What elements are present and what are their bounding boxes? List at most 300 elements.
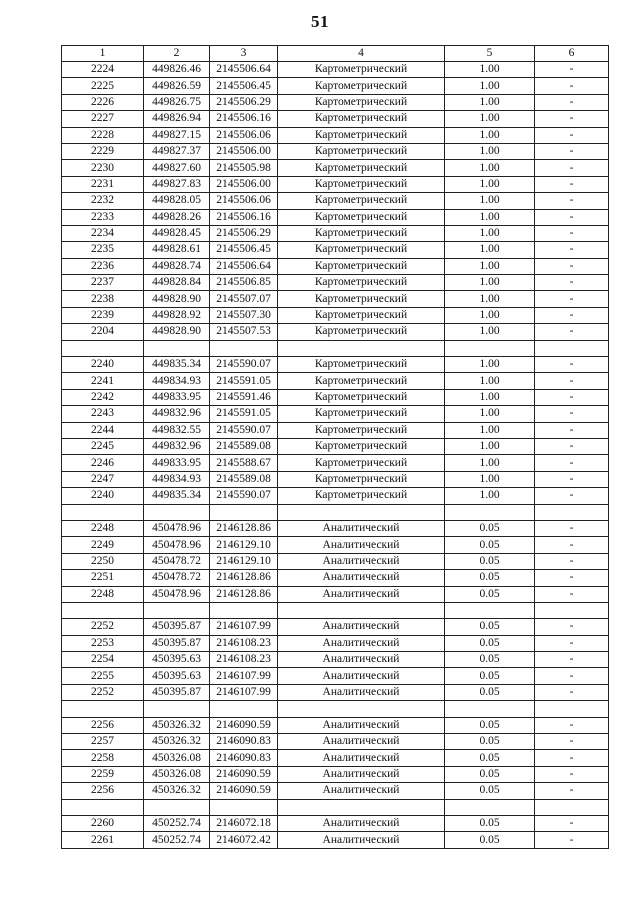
x-coordinate-cell: 449827.15 bbox=[144, 127, 210, 143]
table-row bbox=[62, 307, 609, 323]
y-coordinate-cell: 2146107.99 bbox=[210, 684, 278, 700]
table-row bbox=[62, 406, 609, 422]
table-row bbox=[62, 652, 609, 668]
y-coordinate-cell: 2146090.83 bbox=[210, 750, 278, 766]
method-cell: Картометрический bbox=[278, 373, 445, 389]
point-number-cell: 2248 bbox=[62, 586, 144, 602]
point-number-cell: 2232 bbox=[62, 193, 144, 209]
y-coordinate-cell: 2145506.16 bbox=[210, 111, 278, 127]
empty-cell bbox=[445, 701, 535, 717]
accuracy-cell: 1.00 bbox=[445, 209, 535, 225]
empty-cell bbox=[210, 701, 278, 717]
x-coordinate-cell: 450478.96 bbox=[144, 586, 210, 602]
empty-cell bbox=[278, 504, 445, 520]
x-coordinate-cell: 449835.34 bbox=[144, 357, 210, 373]
table-row bbox=[62, 520, 609, 536]
accuracy-cell: 1.00 bbox=[445, 127, 535, 143]
description-cell: - bbox=[535, 684, 609, 700]
table-row bbox=[62, 537, 609, 553]
table-row bbox=[62, 553, 609, 569]
empty-cell bbox=[144, 602, 210, 618]
accuracy-cell: 0.05 bbox=[445, 832, 535, 848]
method-cell: Картометрический bbox=[278, 488, 445, 504]
table-row bbox=[62, 209, 609, 225]
y-coordinate-cell: 2145506.29 bbox=[210, 94, 278, 110]
table-row bbox=[62, 78, 609, 94]
description-cell: - bbox=[535, 176, 609, 192]
method-cell: Картометрический bbox=[278, 193, 445, 209]
accuracy-cell: 1.00 bbox=[445, 94, 535, 110]
table-row bbox=[62, 717, 609, 733]
point-number-cell: 2254 bbox=[62, 652, 144, 668]
accuracy-cell: 1.00 bbox=[445, 62, 535, 78]
description-cell: - bbox=[535, 750, 609, 766]
x-coordinate-cell: 449832.55 bbox=[144, 422, 210, 438]
y-coordinate-cell: 2146072.18 bbox=[210, 815, 278, 831]
point-number-cell: 2243 bbox=[62, 406, 144, 422]
description-cell: - bbox=[535, 471, 609, 487]
x-coordinate-cell: 449828.90 bbox=[144, 324, 210, 340]
page-number: 51 bbox=[311, 12, 329, 31]
table-row bbox=[62, 570, 609, 586]
x-coordinate-cell: 450395.87 bbox=[144, 635, 210, 651]
method-cell: Аналитический bbox=[278, 783, 445, 799]
table-row bbox=[62, 291, 609, 307]
method-cell: Картометрический bbox=[278, 406, 445, 422]
x-coordinate-cell: 449827.60 bbox=[144, 160, 210, 176]
method-cell: Аналитический bbox=[278, 586, 445, 602]
empty-cell bbox=[278, 340, 445, 356]
point-number-cell: 2240 bbox=[62, 357, 144, 373]
accuracy-cell: 1.00 bbox=[445, 389, 535, 405]
point-number-cell: 2242 bbox=[62, 389, 144, 405]
y-coordinate-cell: 2145505.98 bbox=[210, 160, 278, 176]
method-cell: Аналитический bbox=[278, 766, 445, 782]
point-number-cell: 2234 bbox=[62, 225, 144, 241]
description-cell: - bbox=[535, 160, 609, 176]
point-number-cell: 2252 bbox=[62, 619, 144, 635]
point-number-cell: 2244 bbox=[62, 422, 144, 438]
accuracy-cell: 1.00 bbox=[445, 307, 535, 323]
method-cell: Аналитический bbox=[278, 520, 445, 536]
description-cell: - bbox=[535, 78, 609, 94]
accuracy-cell: 0.05 bbox=[445, 734, 535, 750]
header-row bbox=[62, 46, 609, 62]
accuracy-cell: 1.00 bbox=[445, 242, 535, 258]
x-coordinate-cell: 449833.95 bbox=[144, 455, 210, 471]
y-coordinate-cell: 2145506.64 bbox=[210, 258, 278, 274]
y-coordinate-cell: 2145591.05 bbox=[210, 373, 278, 389]
y-coordinate-cell: 2145506.45 bbox=[210, 78, 278, 94]
accuracy-cell: 1.00 bbox=[445, 258, 535, 274]
accuracy-cell: 1.00 bbox=[445, 143, 535, 159]
empty-cell bbox=[535, 799, 609, 815]
accuracy-cell: 0.05 bbox=[445, 652, 535, 668]
x-coordinate-cell: 450395.63 bbox=[144, 652, 210, 668]
empty-cell bbox=[535, 504, 609, 520]
accuracy-cell: 1.00 bbox=[445, 422, 535, 438]
empty-cell bbox=[62, 799, 144, 815]
empty-cell bbox=[144, 799, 210, 815]
method-cell: Картометрический bbox=[278, 307, 445, 323]
table-row bbox=[62, 225, 609, 241]
method-cell: Аналитический bbox=[278, 750, 445, 766]
empty-cell bbox=[62, 504, 144, 520]
method-cell: Картометрический bbox=[278, 176, 445, 192]
description-cell: - bbox=[535, 193, 609, 209]
empty-cell bbox=[278, 701, 445, 717]
description-cell: - bbox=[535, 357, 609, 373]
accuracy-cell: 0.05 bbox=[445, 766, 535, 782]
point-number-cell: 2258 bbox=[62, 750, 144, 766]
column-header-accuracy: 5 bbox=[445, 46, 535, 62]
description-cell: - bbox=[535, 668, 609, 684]
table-row bbox=[62, 766, 609, 782]
point-number-cell: 2252 bbox=[62, 684, 144, 700]
y-coordinate-cell: 2145591.05 bbox=[210, 406, 278, 422]
y-coordinate-cell: 2146090.59 bbox=[210, 717, 278, 733]
table-row bbox=[62, 176, 609, 192]
x-coordinate-cell: 449826.94 bbox=[144, 111, 210, 127]
method-cell: Картометрический bbox=[278, 438, 445, 454]
table-row bbox=[62, 127, 609, 143]
y-coordinate-cell: 2145506.00 bbox=[210, 176, 278, 192]
description-cell: - bbox=[535, 832, 609, 848]
table-separator-row bbox=[62, 701, 609, 717]
accuracy-cell: 1.00 bbox=[445, 438, 535, 454]
description-cell: - bbox=[535, 488, 609, 504]
point-number-cell: 2259 bbox=[62, 766, 144, 782]
table-row bbox=[62, 635, 609, 651]
description-cell: - bbox=[535, 225, 609, 241]
accuracy-cell: 0.05 bbox=[445, 684, 535, 700]
column-header-x-coordinate: 2 bbox=[144, 46, 210, 62]
y-coordinate-cell: 2145506.06 bbox=[210, 127, 278, 143]
table-row bbox=[62, 684, 609, 700]
y-coordinate-cell: 2145506.64 bbox=[210, 62, 278, 78]
y-coordinate-cell: 2145506.45 bbox=[210, 242, 278, 258]
empty-cell bbox=[210, 340, 278, 356]
y-coordinate-cell: 2146108.23 bbox=[210, 635, 278, 651]
method-cell: Картометрический bbox=[278, 111, 445, 127]
table-row bbox=[62, 258, 609, 274]
empty-cell bbox=[445, 504, 535, 520]
method-cell: Аналитический bbox=[278, 619, 445, 635]
x-coordinate-cell: 449826.75 bbox=[144, 94, 210, 110]
table-body bbox=[62, 62, 609, 849]
x-coordinate-cell: 449828.90 bbox=[144, 291, 210, 307]
method-cell: Картометрический bbox=[278, 209, 445, 225]
y-coordinate-cell: 2146108.23 bbox=[210, 652, 278, 668]
y-coordinate-cell: 2146129.10 bbox=[210, 553, 278, 569]
y-coordinate-cell: 2145506.29 bbox=[210, 225, 278, 241]
method-cell: Картометрический bbox=[278, 94, 445, 110]
column-header-description: 6 bbox=[535, 46, 609, 62]
description-cell: - bbox=[535, 258, 609, 274]
x-coordinate-cell: 450326.08 bbox=[144, 766, 210, 782]
description-cell: - bbox=[535, 553, 609, 569]
point-number-cell: 2227 bbox=[62, 111, 144, 127]
method-cell: Аналитический bbox=[278, 652, 445, 668]
point-number-cell: 2225 bbox=[62, 78, 144, 94]
y-coordinate-cell: 2145507.07 bbox=[210, 291, 278, 307]
accuracy-cell: 0.05 bbox=[445, 783, 535, 799]
method-cell: Картометрический bbox=[278, 127, 445, 143]
point-number-cell: 2224 bbox=[62, 62, 144, 78]
table-row bbox=[62, 619, 609, 635]
description-cell: - bbox=[535, 619, 609, 635]
empty-cell bbox=[210, 504, 278, 520]
table-header bbox=[62, 46, 609, 62]
accuracy-cell: 1.00 bbox=[445, 160, 535, 176]
y-coordinate-cell: 2146090.59 bbox=[210, 783, 278, 799]
x-coordinate-cell: 450326.32 bbox=[144, 717, 210, 733]
description-cell: - bbox=[535, 734, 609, 750]
x-coordinate-cell: 449834.93 bbox=[144, 471, 210, 487]
accuracy-cell: 1.00 bbox=[445, 225, 535, 241]
empty-cell bbox=[210, 799, 278, 815]
description-cell: - bbox=[535, 291, 609, 307]
point-number-cell: 2247 bbox=[62, 471, 144, 487]
x-coordinate-cell: 450395.87 bbox=[144, 684, 210, 700]
x-coordinate-cell: 449833.95 bbox=[144, 389, 210, 405]
table-row bbox=[62, 160, 609, 176]
point-number-cell: 2251 bbox=[62, 570, 144, 586]
point-number-cell: 2261 bbox=[62, 832, 144, 848]
point-number-cell: 2246 bbox=[62, 455, 144, 471]
method-cell: Картометрический bbox=[278, 160, 445, 176]
column-header-point-number: 1 bbox=[62, 46, 144, 62]
accuracy-cell: 1.00 bbox=[445, 176, 535, 192]
point-number-cell: 2231 bbox=[62, 176, 144, 192]
column-header-method: 4 bbox=[278, 46, 445, 62]
point-number-cell: 2260 bbox=[62, 815, 144, 831]
accuracy-cell: 0.05 bbox=[445, 815, 535, 831]
point-number-cell: 2240 bbox=[62, 488, 144, 504]
y-coordinate-cell: 2145590.07 bbox=[210, 488, 278, 504]
x-coordinate-cell: 450478.72 bbox=[144, 553, 210, 569]
method-cell: Аналитический bbox=[278, 832, 445, 848]
y-coordinate-cell: 2145589.08 bbox=[210, 438, 278, 454]
point-number-cell: 2255 bbox=[62, 668, 144, 684]
x-coordinate-cell: 450395.87 bbox=[144, 619, 210, 635]
point-number-cell: 2230 bbox=[62, 160, 144, 176]
y-coordinate-cell: 2146107.99 bbox=[210, 668, 278, 684]
x-coordinate-cell: 450478.96 bbox=[144, 537, 210, 553]
table-row bbox=[62, 242, 609, 258]
method-cell: Картометрический bbox=[278, 143, 445, 159]
description-cell: - bbox=[535, 242, 609, 258]
accuracy-cell: 0.05 bbox=[445, 553, 535, 569]
table-row bbox=[62, 815, 609, 831]
accuracy-cell: 1.00 bbox=[445, 357, 535, 373]
accuracy-cell: 1.00 bbox=[445, 488, 535, 504]
method-cell: Картометрический bbox=[278, 357, 445, 373]
table-row bbox=[62, 357, 609, 373]
column-header-y-coordinate: 3 bbox=[210, 46, 278, 62]
method-cell: Картометрический bbox=[278, 324, 445, 340]
x-coordinate-cell: 450395.63 bbox=[144, 668, 210, 684]
x-coordinate-cell: 449832.96 bbox=[144, 406, 210, 422]
method-cell: Картометрический bbox=[278, 422, 445, 438]
accuracy-cell: 0.05 bbox=[445, 586, 535, 602]
method-cell: Картометрический bbox=[278, 455, 445, 471]
table-row bbox=[62, 471, 609, 487]
point-number-cell: 2235 bbox=[62, 242, 144, 258]
y-coordinate-cell: 2145506.00 bbox=[210, 143, 278, 159]
method-cell: Аналитический bbox=[278, 635, 445, 651]
method-cell: Картометрический bbox=[278, 62, 445, 78]
accuracy-cell: 1.00 bbox=[445, 324, 535, 340]
table-row bbox=[62, 586, 609, 602]
description-cell: - bbox=[535, 815, 609, 831]
description-cell: - bbox=[535, 111, 609, 127]
table-separator-row bbox=[62, 602, 609, 618]
method-cell: Картометрический bbox=[278, 275, 445, 291]
point-number-cell: 2229 bbox=[62, 143, 144, 159]
point-number-cell: 2239 bbox=[62, 307, 144, 323]
x-coordinate-cell: 449826.46 bbox=[144, 62, 210, 78]
table-row bbox=[62, 324, 609, 340]
accuracy-cell: 1.00 bbox=[445, 291, 535, 307]
x-coordinate-cell: 450478.96 bbox=[144, 520, 210, 536]
empty-cell bbox=[535, 701, 609, 717]
y-coordinate-cell: 2146128.86 bbox=[210, 570, 278, 586]
description-cell: - bbox=[535, 143, 609, 159]
point-number-cell: 2237 bbox=[62, 275, 144, 291]
table-row bbox=[62, 783, 609, 799]
x-coordinate-cell: 450326.08 bbox=[144, 750, 210, 766]
table-row bbox=[62, 832, 609, 848]
empty-cell bbox=[278, 602, 445, 618]
y-coordinate-cell: 2146072.42 bbox=[210, 832, 278, 848]
table-row bbox=[62, 275, 609, 291]
accuracy-cell: 0.05 bbox=[445, 717, 535, 733]
description-cell: - bbox=[535, 570, 609, 586]
x-coordinate-cell: 449828.05 bbox=[144, 193, 210, 209]
x-coordinate-cell: 449828.26 bbox=[144, 209, 210, 225]
empty-cell bbox=[62, 701, 144, 717]
empty-cell bbox=[535, 602, 609, 618]
y-coordinate-cell: 2145590.07 bbox=[210, 422, 278, 438]
point-number-cell: 2245 bbox=[62, 438, 144, 454]
y-coordinate-cell: 2146129.10 bbox=[210, 537, 278, 553]
description-cell: - bbox=[535, 307, 609, 323]
x-coordinate-cell: 449834.93 bbox=[144, 373, 210, 389]
empty-cell bbox=[62, 340, 144, 356]
description-cell: - bbox=[535, 717, 609, 733]
method-cell: Картометрический bbox=[278, 471, 445, 487]
y-coordinate-cell: 2145506.06 bbox=[210, 193, 278, 209]
description-cell: - bbox=[535, 275, 609, 291]
x-coordinate-cell: 449827.83 bbox=[144, 176, 210, 192]
point-number-cell: 2226 bbox=[62, 94, 144, 110]
point-number-cell: 2236 bbox=[62, 258, 144, 274]
y-coordinate-cell: 2145591.46 bbox=[210, 389, 278, 405]
method-cell: Картометрический bbox=[278, 225, 445, 241]
accuracy-cell: 0.05 bbox=[445, 668, 535, 684]
table-separator-row bbox=[62, 799, 609, 815]
y-coordinate-cell: 2146128.86 bbox=[210, 586, 278, 602]
x-coordinate-cell: 449835.34 bbox=[144, 488, 210, 504]
method-cell: Картометрический bbox=[278, 242, 445, 258]
description-cell: - bbox=[535, 783, 609, 799]
description-cell: - bbox=[535, 373, 609, 389]
table-row bbox=[62, 668, 609, 684]
accuracy-cell: 1.00 bbox=[445, 111, 535, 127]
accuracy-cell: 1.00 bbox=[445, 455, 535, 471]
x-coordinate-cell: 450326.32 bbox=[144, 783, 210, 799]
empty-cell bbox=[535, 340, 609, 356]
accuracy-cell: 0.05 bbox=[445, 570, 535, 586]
x-coordinate-cell: 449832.96 bbox=[144, 438, 210, 454]
y-coordinate-cell: 2145506.16 bbox=[210, 209, 278, 225]
description-cell: - bbox=[535, 209, 609, 225]
description-cell: - bbox=[535, 94, 609, 110]
empty-cell bbox=[144, 701, 210, 717]
accuracy-cell: 1.00 bbox=[445, 471, 535, 487]
method-cell: Аналитический bbox=[278, 668, 445, 684]
empty-cell bbox=[445, 602, 535, 618]
description-cell: - bbox=[535, 62, 609, 78]
x-coordinate-cell: 449828.74 bbox=[144, 258, 210, 274]
x-coordinate-cell: 449828.45 bbox=[144, 225, 210, 241]
method-cell: Картометрический bbox=[278, 389, 445, 405]
table-row bbox=[62, 438, 609, 454]
y-coordinate-cell: 2146107.99 bbox=[210, 619, 278, 635]
point-number-cell: 2241 bbox=[62, 373, 144, 389]
table-separator-row bbox=[62, 340, 609, 356]
description-cell: - bbox=[535, 324, 609, 340]
description-cell: - bbox=[535, 127, 609, 143]
y-coordinate-cell: 2145589.08 bbox=[210, 471, 278, 487]
point-number-cell: 2248 bbox=[62, 520, 144, 536]
point-number-cell: 2256 bbox=[62, 717, 144, 733]
description-cell: - bbox=[535, 586, 609, 602]
accuracy-cell: 0.05 bbox=[445, 520, 535, 536]
description-cell: - bbox=[535, 422, 609, 438]
point-number-cell: 2238 bbox=[62, 291, 144, 307]
table-row bbox=[62, 193, 609, 209]
method-cell: Аналитический bbox=[278, 553, 445, 569]
x-coordinate-cell: 449828.92 bbox=[144, 307, 210, 323]
table-row bbox=[62, 422, 609, 438]
description-cell: - bbox=[535, 635, 609, 651]
x-coordinate-cell: 449828.61 bbox=[144, 242, 210, 258]
y-coordinate-cell: 2145588.67 bbox=[210, 455, 278, 471]
accuracy-cell: 0.05 bbox=[445, 635, 535, 651]
description-cell: - bbox=[535, 455, 609, 471]
accuracy-cell: 1.00 bbox=[445, 193, 535, 209]
point-number-cell: 2253 bbox=[62, 635, 144, 651]
y-coordinate-cell: 2145506.85 bbox=[210, 275, 278, 291]
description-cell: - bbox=[535, 766, 609, 782]
y-coordinate-cell: 2146128.86 bbox=[210, 520, 278, 536]
accuracy-cell: 1.00 bbox=[445, 78, 535, 94]
method-cell: Аналитический bbox=[278, 734, 445, 750]
method-cell: Аналитический bbox=[278, 815, 445, 831]
x-coordinate-cell: 449828.84 bbox=[144, 275, 210, 291]
table-row bbox=[62, 143, 609, 159]
accuracy-cell: 1.00 bbox=[445, 373, 535, 389]
point-number-cell: 2250 bbox=[62, 553, 144, 569]
x-coordinate-cell: 450252.74 bbox=[144, 832, 210, 848]
description-cell: - bbox=[535, 537, 609, 553]
empty-cell bbox=[144, 340, 210, 356]
point-number-cell: 2249 bbox=[62, 537, 144, 553]
table-separator-row bbox=[62, 504, 609, 520]
point-number-cell: 2257 bbox=[62, 734, 144, 750]
